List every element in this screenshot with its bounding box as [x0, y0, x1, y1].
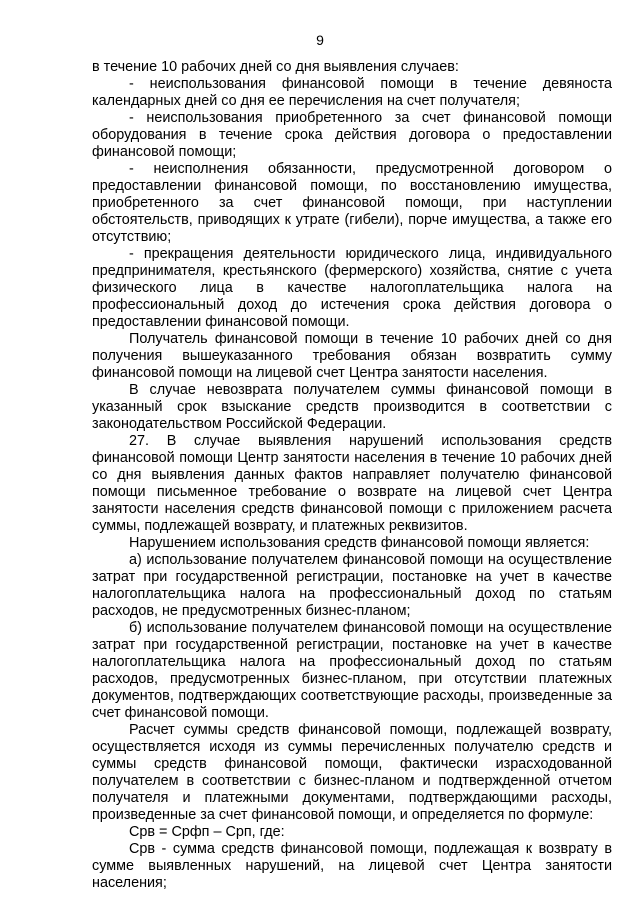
- list-item: - неиспользования приобретенного за счет финансовой помощи оборудования в течение срока действия договора о предоставлении финансовой помощи;: [92, 110, 612, 160]
- formula-definition: Срв - сумма средств финансовой помощи, подлежащая к возврату в сумме выявленных нарушений, на лицевой счет Центра занятости населения;: [92, 841, 612, 891]
- paragraph: Расчет суммы средств финансовой помощи, подлежащей возврату, осуществляется исходя из суммы перечисленных получателю средств и суммы средств финансовой помощи, фактически израсходованной получателем в соответствии с бизнес-планом и подтвержденной отчетом получателя и платежными документами, подтверждающими расходы, произведенные за счет финансовой помощи, и определяется по формуле:: [92, 722, 612, 823]
- subclause-b: б) использование получателем финансовой помощи на осуществление затрат при государственной регистрации, постановке на учет в качестве налогоплательщика налога на профессиональный доход по статьям расходов, предусмотренных бизнес-планом, при отсутствии платежных документов, подтверждающих соответствующие расходы, произведенные за счет финансовой помощи.: [92, 620, 612, 721]
- paragraph: в течение 10 рабочих дней со дня выявления случаев:: [92, 59, 459, 75]
- paragraph: Получатель финансовой помощи в течение 10 рабочих дней со дня получения вышеуказанного требования обязан возвратить сумму финансовой помощи на лицевой счет Центра занятости населения.: [92, 331, 612, 381]
- paragraph: Нарушением использования средств финансовой помощи является:: [129, 535, 590, 551]
- formula: Срв = Срфп – Срп, где:: [129, 824, 285, 840]
- page-number: 9: [316, 32, 324, 48]
- list-item: - неисполнения обязанности, предусмотренной договором о предоставлении финансовой помощи, по восстановлению имущества, приобретенного за счет финансовой помощи, при наступлении обстоятельств, приводящих к утрате (гибели), порче имущества, а также его отсутствию;: [92, 161, 612, 245]
- paragraph: В случае невозврата получателем суммы финансовой помощи в указанный срок взыскание средств производится в соответствии с законодательством Российской Федерации.: [92, 382, 612, 432]
- list-item: - неиспользования финансовой помощи в течение девяноста календарных дней со дня ее перечисления на счет получателя;: [92, 76, 612, 109]
- subclause-a: а) использование получателем финансовой помощи на осуществление затрат при государственной регистрации, постановке на учет в качестве налогоплательщика налога на профессиональный доход по статьям расходов, не предусмотренных бизнес-планом;: [92, 552, 612, 619]
- list-item: - прекращения деятельности юридического лица, индивидуального предпринимателя, крестьянского (фермерского) хозяйства, снятие с учета физического лица в качестве налогоплательщика налога на профессиональный доход до истечения срока действия договора о предоставлении финансовой помощи.: [92, 246, 612, 330]
- document-body: [92, 59, 612, 892]
- clause-27: 27. В случае выявления нарушений использования средств финансовой помощи Центр занятости населения в течение 10 рабочих дней со дня выявления данных фактов направляет получателю финансовой помощи письменное требование о возврате на лицевой счет Центра занятости населения средств финансовой помощи с приложением расчета суммы, подлежащей возврату, и платежных реквизитов.: [92, 433, 612, 534]
